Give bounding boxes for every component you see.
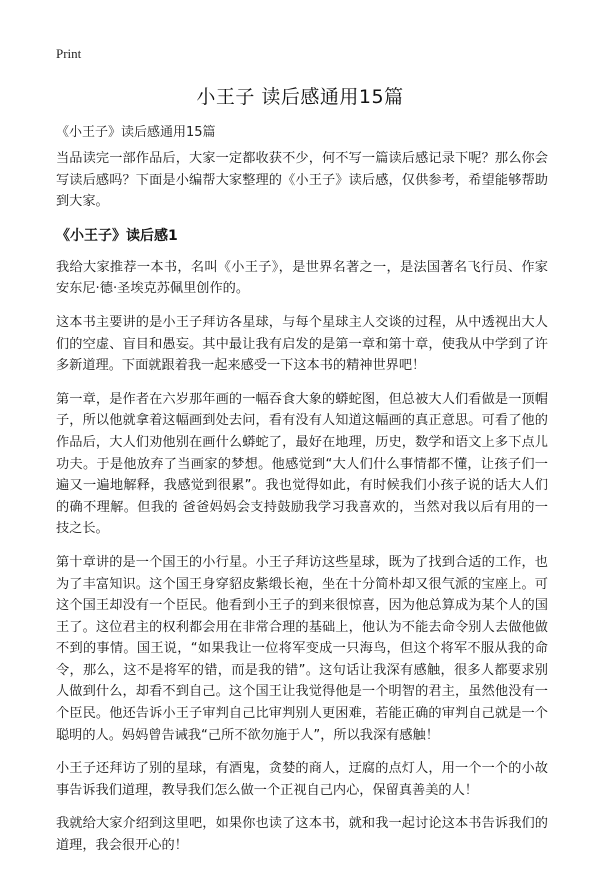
document-subtitle: 《小王子》读后感通用15篇 (56, 125, 216, 140)
body-paragraph-5: 小王子还拜访了别的星球，有酒鬼，贪婪的商人，迂腐的点灯人，用一个一个的小故事告诉我们道理，教导我们怎么做一个正视自己内心，保留真善美的人！ (56, 761, 548, 798)
section-heading: 《小王子》读后感1 (56, 227, 178, 244)
body-paragraph-3: 第一章，是作者在六岁那年画的一幅吞食大象的蟒蛇图，但总被大人们看做是一顶帽子，所以他就拿着这幅画到处去问，看有没有人知道这幅画的真正意思。可看了他的作品后，大人们劝他别在画什么蟒蛇了，最好在地理，历史，数学和语文上多下点儿功夫。于是他放弃了当画家的梦想。他感觉到“大人们什么事情都不懂，让孩子们一遍又一遍地解释，我感觉到很累”。我也觉得如此，有时候我们小孩子说的话大人们的确不理解。但我的 爸爸妈妈会支持鼓励我学习我喜欢的，当然对我以后有用的一技之长。 (56, 391, 548, 537)
page-title: 小王子 读后感通用15篇 (196, 86, 404, 108)
body-paragraph-4: 第十章讲的是一个国王的小行星。小王子拜访这些星球，既为了找到合适的工作，也为了丰富知识。这个国王身穿貂皮紫缎长袍，坐在十分简朴却又很气派的宝座上。可这个国王却没有一个臣民。他看到小王子的到来很惊喜，因为他总算成为某个人的国王了。这位君主的权利都会用在非常合理的基础上，他认为不能去命令别人去做他做不到的事情。国王说，“如果我让一位将军变成一只海鸟，但这个将军不服从我的命令，那么，这不是将军的错，而是我的错”。这句话让我深有感触，很多人都要求别人做到什么，却看不到自己。这个国王让我觉得他是一个明智的君主，虽然他没有一个臣民。他还告诉小王子审判自己比审判别人更困难，若能正确的审判自己就是一个聪明的人。妈妈曾告诫我“己所不欲勿施于人”，所以我深有感触！ (56, 554, 548, 743)
document-body (56, 148, 548, 869)
body-paragraph-1: 我给大家推荐一本书，名叫《小王子》，是世界名著之一，是法国著名飞行员、作家安东尼·德·圣埃克苏佩里创作的。 (56, 259, 548, 297)
intro-paragraph: 当品读完一部作品后，大家一定都收获不少，何不写一篇读后感记录下呢？那么你会写读后感吗？下面是小编帮大家整理的《小王子》读后感，仅供参考，希望能够帮助到大家。 (56, 151, 548, 210)
body-paragraph-2: 这本书主要讲的是小王子拜访各星球，与每个星球主人交谈的过程，从中透视出大人们的空虚、盲目和愚妄。其中最让我有启发的是第一章和第十章，使我从中学到了许多新道理。下面就跟着我一起来感受一下这本书的精神世界吧！ (56, 314, 548, 374)
body-paragraph-6: 我就给大家介绍到这里吧，如果你也读了这本书，就和我一起讨论这本书告诉我们的道理，我会很开心的！ (56, 816, 548, 854)
print-label[interactable]: Print (56, 46, 82, 61)
